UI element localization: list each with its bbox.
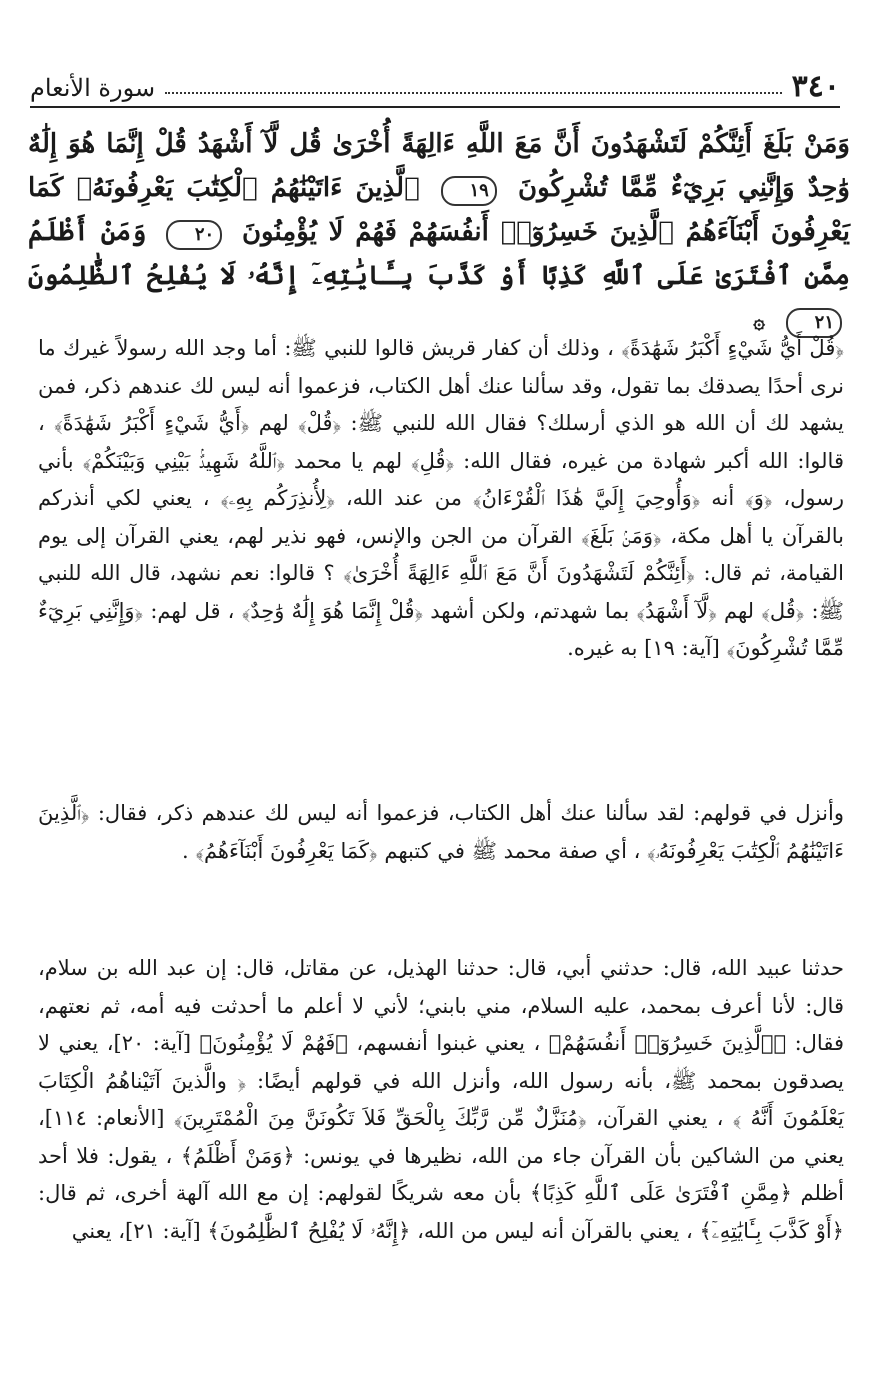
verse-text: وَمَنْ بَلَغَ أَئِنَّكُمْ لَتَشْهَدُونَ أَنَّ مَعَ اللَّهِ ءَالِهَةً أُخْرَىٰ قُل لَّآ أَشْهَدُ قُلْ إِنَّمَا هُوَ إِلَٰهٌ وَٰحِدٌ وَإِنَّنِي بَرِيٓءٌ مِّمَّا تُشْرِكُونَ (28, 129, 850, 203)
commentary-paragraph: حدثنا عبيد الله، قال: حدثني أبي، قال: حدثنا الهذيل، عن مقاتل، قال: إن عبد الله بن سلام، قال: لأنا أعرف بمحمد، عليه السلام، مني بابني؛ لأني لا أعلم ما أحدثت فيه أمه، ثم نعتهم، فقال: ﴿ٱلَّذِينَ خَسِرُوٓا۟ أَنفُسَهُمْ﴾ ، يعني غبنوا أنفسهم، ﴿فَهُمْ لَا يُؤْمِنُونَ﴾ [آية: ٢٠]، يعني لا يصدقون بمحمد ﷺ، بأنه رسول الله، وأنزل الله في قولهم أيضًا: ﴿ والَّذينَ آتَيْناهُمُ الْكِتَابَ يَعْلَمُونَ أَنَّهُ ﴾ ، يعني القرآن، ﴿مُنَزَّلٌ مِّن رَّبِّكَ بِالْحَقِّ فَلاَ تَكُونَنَّ مِنَ الْمُمْتَرِينَ﴾ [الأنعام: ١١٤]، يعني من الشاكين بأن القرآن جاء من الله، نظيرها في يونس: ﴿وَمَنْ أَظْلَمُ﴾ ، يقول: فلا أحد أظلم ﴿مِمَّنِ ٱفْتَرَىٰ عَلَى ٱللَّهِ كَذِبًا﴾ بأن معه شريكًا لقولهم: إن مع الله آلهة أخرى، ثم قال: ﴿أَوْ كَذَّبَ بِـَٔايَٰتِهِۦٓ﴾ ، يعني بالقرآن أنه ليس من الله، ﴿إِنَّهُۥ لَا يُفْلِحُ ٱلظَّٰلِمُونَ﴾ [آية: ٢١]، يعني (38, 956, 844, 1243)
page-header (30, 62, 840, 108)
surah-name: سورة الأنعام (30, 74, 156, 102)
ayah-number-marker: ٢٠ (166, 220, 222, 250)
quran-verses-block (28, 122, 850, 343)
commentary-paragraph: وأنزل في قولهم: لقد سألنا عنك أهل الكتاب، فزعموا أنه ليس لك عندهم ذكر، فقال: ﴿ٱلَّذِينَ ءَاتَيْنَٰهُمُ ٱلْكِتَٰبَ يَعْرِفُونَهُۥ﴾ ، أي صفة محمد ﷺ في كتبهم ﴿كَمَا يَعْرِفُونَ أَبْنَآءَهُمُ﴾ . (38, 801, 844, 863)
commentary-paragraph: ﴿قُلْ أَيُّ شَيْءٍ أَكْبَرُ شَهَٰدَةً﴾ ، وذلك أن كفار قريش قالوا للنبي ﷺ: أما وجد الله رسولاً غيرك ما نرى أحدًا يصدقك بما تقول، وقد سألنا عنك أهل الكتاب، فزعموا أنه ليس لك عندهم ذكر، فمن يشهد لك أن الله هو الذي أرسلك؟ فقال الله للنبي ﷺ: ﴿قُلْ﴾ لهم ﴿أَيُّ شَيْءٍ أَكْبَرُ شَهَٰدَةً﴾ ، قالوا: الله أكبر شهادة من غيره، فقال الله: ﴿قُلِ﴾ لهم يا محمد ﴿ٱللَّهُ شَهِيدٌۢ بَيْنِي وَبَيْنَكُمْ﴾ بأني رسول، ﴿وَ﴾ أنه ﴿وَأُوحِيَ إِلَيَّ هَٰذَا ٱلْقُرْءَانُ﴾ من عند الله، ﴿لِأُنذِرَكُم بِهِۦ﴾ ، يعني لكي أنذركم بالقرآن يا أهل مكة، ﴿وَمَنۢ بَلَغَ﴾ القرآن من الجن والإنس، فهو نذير لهم، يعني القرآن إلى يوم القيامة، ثم قال: ﴿أَئِنَّكُمْ لَتَشْهَدُونَ أَنَّ مَعَ ٱللَّهِ ءَالِهَةً أُخْرَىٰ﴾ ؟ قالوا: نعم نشهد، قال الله للنبي ﷺ: ﴿قُل﴾ لهم ﴿لَّآ أَشْهَدُ﴾ بما شهدتم، ولكن أشهد ﴿قُلْ إِنَّمَا هُوَ إِلَٰهٌ وَٰحِدٌ﴾ ، قل لهم: ﴿وَإِنَّنِي بَرِيٓءٌ مِّمَّا تُشْرِكُونَ﴾ [آية: ١٩] به غيره. (38, 336, 844, 660)
ornament-icon: ۞ (753, 309, 765, 333)
ayah-number-marker: ١٩ (441, 176, 497, 206)
verse-text: وَمَنْ أَظْلَمُ مِمَّنِ ٱفْتَرَىٰ عَلَى ٱللَّهِ كَذِبًا أَوْ كَذَّبَ بِـَٔايَٰتِهِۦٓ إِنَّهُۥ لَا يُفْلِحُ ٱلظَّٰلِمُونَ (28, 217, 850, 291)
page-number: ٣٤٠ (791, 69, 840, 104)
header-dotted-leader (165, 91, 782, 94)
ayah-number-marker: ٢١ (786, 308, 842, 338)
verse-text: ٱلَّذِينَ ءَاتَيْنَٰهُمُ ٱلْكِتَٰبَ يَعْرِفُونَهُۥ كَمَا يَعْرِفُونَ أَبْنَآءَهُمُ ٱلَّذِينَ خَسِرُوٓا۟ أَنفُسَهُمْ فَهُمْ لَا يُؤْمِنُونَ (28, 173, 850, 247)
